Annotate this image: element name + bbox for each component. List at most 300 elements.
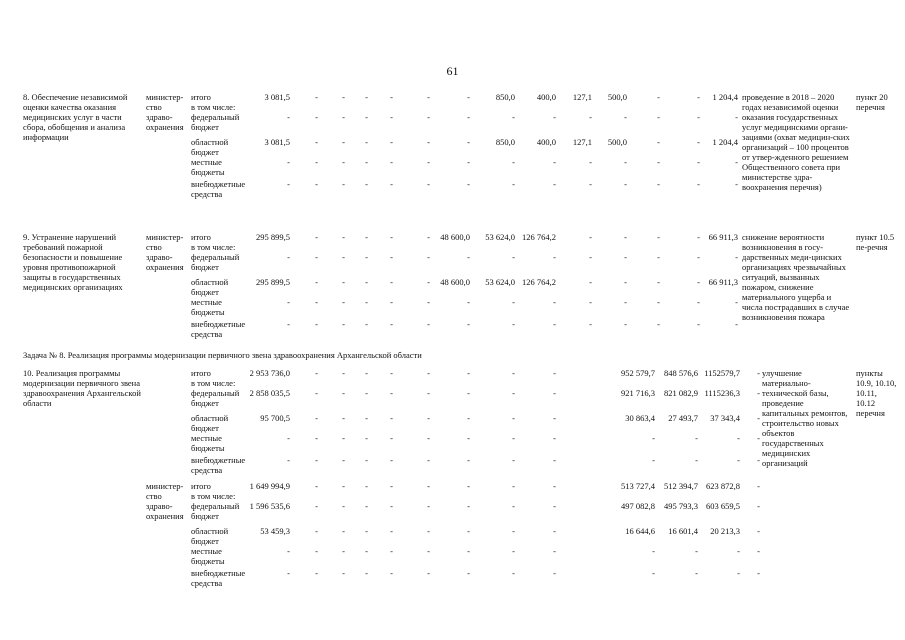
table-cell: - <box>342 112 345 122</box>
table-cell: - <box>365 137 368 147</box>
table-cell: - <box>757 433 760 443</box>
table-cell: - <box>657 297 660 307</box>
table-cell: - <box>512 368 515 378</box>
table-cell: - <box>427 526 430 536</box>
table-cell: - <box>553 413 556 423</box>
table-cell: - <box>757 388 760 398</box>
table-cell: - <box>512 433 515 443</box>
finance-source-label: итого <box>191 368 211 378</box>
table-cell: - <box>512 413 515 423</box>
table-cell: - <box>287 252 290 262</box>
table-cell: - <box>624 297 627 307</box>
table-cell: - <box>553 546 556 556</box>
table-cell: - <box>652 455 655 465</box>
table-cell: - <box>365 92 368 102</box>
table-cell: - <box>342 319 345 329</box>
table-cell: - <box>512 319 515 329</box>
table-cell: - <box>390 455 393 465</box>
table-cell: - <box>427 137 430 147</box>
table-cell: 512 394,7 <box>664 481 698 491</box>
table-cell: - <box>467 413 470 423</box>
table-cell: - <box>365 568 368 578</box>
table-cell: - <box>427 319 430 329</box>
finance-source-label: местные бюджеты <box>191 433 225 453</box>
table-cell: - <box>697 92 700 102</box>
table-cell: - <box>657 157 660 167</box>
table-cell: - <box>427 546 430 556</box>
table-cell: - <box>652 568 655 578</box>
finance-source-label: областной бюджет <box>191 413 229 433</box>
table-cell: 1 649 994,9 <box>249 481 290 491</box>
table-cell: - <box>427 92 430 102</box>
table-cell: - <box>695 455 698 465</box>
table-cell: 95 700,5 <box>260 413 290 423</box>
table-cell: - <box>553 157 556 167</box>
table-cell: - <box>365 252 368 262</box>
table-cell: - <box>427 277 430 287</box>
table-cell: - <box>287 157 290 167</box>
table-cell: - <box>315 433 318 443</box>
table-cell: - <box>315 526 318 536</box>
table-cell: 1 204,4 <box>712 137 738 147</box>
activity-name: 8. Обеспечение независимой оценки качества оказания медицинских услуг в части сбора, обобщения и анализа информации <box>23 92 128 142</box>
table-cell: - <box>624 252 627 262</box>
table-cell: - <box>342 546 345 556</box>
table-cell: - <box>390 319 393 329</box>
table-cell: - <box>315 252 318 262</box>
table-cell: - <box>427 112 430 122</box>
table-cell: - <box>553 501 556 511</box>
table-cell: 400,0 <box>536 92 556 102</box>
table-cell: - <box>467 481 470 491</box>
table-cell: 850,0 <box>495 137 515 147</box>
table-cell: - <box>757 413 760 423</box>
table-cell: - <box>342 179 345 189</box>
table-cell: - <box>315 319 318 329</box>
table-cell: 3 081,5 <box>264 137 290 147</box>
finance-source-label: федеральный бюджет <box>191 388 240 408</box>
table-cell: 48 600,0 <box>440 232 470 242</box>
table-cell: - <box>512 112 515 122</box>
table-cell: - <box>390 277 393 287</box>
table-cell: - <box>624 232 627 242</box>
table-cell: - <box>757 368 760 378</box>
table-cell: 30 863,4 <box>625 413 655 423</box>
table-cell: - <box>757 481 760 491</box>
table-cell: 127,1 <box>572 137 592 147</box>
table-cell: 16 644,6 <box>625 526 655 536</box>
table-cell: - <box>553 526 556 536</box>
table-cell: - <box>757 455 760 465</box>
activity-name: 10. Реализация программы модернизации первичного звена здравоохранения Архангельской области <box>23 368 141 408</box>
table-cell: - <box>624 179 627 189</box>
table-cell: - <box>697 252 700 262</box>
table-cell: - <box>512 455 515 465</box>
table-cell: - <box>553 455 556 465</box>
table-cell: - <box>467 501 470 511</box>
table-cell: - <box>427 179 430 189</box>
table-cell: - <box>553 252 556 262</box>
table-cell: - <box>512 157 515 167</box>
table-cell: 500,0 <box>607 92 627 102</box>
table-cell: - <box>624 277 627 287</box>
table-cell: - <box>553 481 556 491</box>
table-cell: - <box>657 112 660 122</box>
table-cell: - <box>467 92 470 102</box>
table-cell: - <box>553 297 556 307</box>
table-cell: - <box>512 501 515 511</box>
table-cell: - <box>697 112 700 122</box>
table-cell: - <box>657 179 660 189</box>
table-cell: - <box>512 297 515 307</box>
table-cell: - <box>427 501 430 511</box>
table-cell: - <box>315 112 318 122</box>
table-cell: - <box>697 277 700 287</box>
table-cell: 16 601,4 <box>668 526 698 536</box>
table-cell: 1152579,7 <box>704 368 740 378</box>
table-cell: - <box>657 252 660 262</box>
table-cell: - <box>553 368 556 378</box>
table-cell: - <box>737 568 740 578</box>
table-cell: 126 764,2 <box>522 232 556 242</box>
table-cell: - <box>287 455 290 465</box>
table-cell: 603 659,5 <box>706 501 740 511</box>
table-cell: - <box>390 112 393 122</box>
table-cell: - <box>365 455 368 465</box>
table-cell: - <box>342 501 345 511</box>
table-cell: - <box>390 433 393 443</box>
table-cell: - <box>342 526 345 536</box>
reference-point: пункт 20 перечня <box>856 92 888 112</box>
expected-result: улучшение материально-технической базы, проведение капитальных ремонтов, строительство новых объектов государственных медицинских организаций <box>762 368 848 468</box>
table-cell: - <box>467 252 470 262</box>
table-cell: - <box>512 388 515 398</box>
table-cell: - <box>657 277 660 287</box>
table-cell: - <box>467 319 470 329</box>
table-cell: - <box>757 501 760 511</box>
table-cell: - <box>365 481 368 491</box>
table-cell: - <box>315 137 318 147</box>
table-cell: - <box>467 433 470 443</box>
table-cell: - <box>512 568 515 578</box>
table-cell: - <box>427 252 430 262</box>
table-cell: 127,1 <box>572 92 592 102</box>
table-cell: - <box>365 501 368 511</box>
table-cell: - <box>624 112 627 122</box>
table-cell: - <box>657 232 660 242</box>
table-cell: - <box>287 112 290 122</box>
finance-source-label: итого <box>191 92 211 102</box>
finance-source-label: областной бюджет <box>191 277 229 297</box>
table-cell: - <box>315 232 318 242</box>
table-cell: - <box>695 568 698 578</box>
table-cell: - <box>390 568 393 578</box>
reference-point: пункт 10.5 пе-речня <box>856 232 895 252</box>
table-cell: - <box>390 297 393 307</box>
table-cell: 921 716,3 <box>621 388 655 398</box>
finance-source-label: внебюджетные средства <box>191 568 246 588</box>
table-cell: - <box>342 368 345 378</box>
table-cell: 48 600,0 <box>440 277 470 287</box>
table-cell: - <box>553 319 556 329</box>
task-heading: Задача № 8. Реализация программы модернизации первичного звена здравоохранения Архангельской области <box>23 350 422 360</box>
table-cell: 66 911,3 <box>708 277 738 287</box>
table-cell: 848 576,6 <box>664 368 698 378</box>
table-cell: - <box>342 568 345 578</box>
finance-source-label: в том числе: <box>191 102 236 112</box>
table-cell: - <box>697 137 700 147</box>
finance-source-label: в том числе: <box>191 242 236 252</box>
finance-source-label: местные бюджеты <box>191 157 225 177</box>
table-cell: - <box>512 546 515 556</box>
table-cell: 497 082,8 <box>621 501 655 511</box>
finance-source-label: областной бюджет <box>191 526 229 546</box>
table-cell: - <box>735 252 738 262</box>
table-cell: - <box>589 179 592 189</box>
table-cell: - <box>342 481 345 491</box>
table-cell: - <box>287 433 290 443</box>
table-cell: - <box>390 179 393 189</box>
table-cell: - <box>315 368 318 378</box>
table-cell: - <box>427 455 430 465</box>
table-cell: - <box>553 568 556 578</box>
table-cell: 400,0 <box>536 137 556 147</box>
table-cell: - <box>342 277 345 287</box>
table-cell: - <box>467 526 470 536</box>
table-cell: - <box>427 413 430 423</box>
table-cell: - <box>342 455 345 465</box>
table-cell: 821 082,9 <box>664 388 698 398</box>
table-cell: - <box>390 413 393 423</box>
table-cell: - <box>735 157 738 167</box>
table-cell: 513 727,4 <box>621 481 655 491</box>
table-cell: - <box>467 179 470 189</box>
table-cell: - <box>757 568 760 578</box>
finance-source-label: федеральный бюджет <box>191 252 240 272</box>
table-cell: 2 858 035,5 <box>249 388 290 398</box>
table-cell: - <box>553 433 556 443</box>
table-cell: - <box>427 433 430 443</box>
finance-source-label: итого <box>191 481 211 491</box>
table-cell: - <box>390 157 393 167</box>
table-cell: 66 911,3 <box>708 232 738 242</box>
table-cell: - <box>589 277 592 287</box>
table-cell: 126 764,2 <box>522 277 556 287</box>
table-cell: - <box>365 232 368 242</box>
table-cell: - <box>342 433 345 443</box>
table-cell: - <box>427 297 430 307</box>
table-cell: 1115236,3 <box>704 388 740 398</box>
table-cell: - <box>342 137 345 147</box>
table-cell: - <box>427 568 430 578</box>
table-cell: - <box>589 157 592 167</box>
table-cell: - <box>737 546 740 556</box>
responsible-org: министер-ство здраво-охранения <box>146 92 184 132</box>
table-cell: - <box>315 297 318 307</box>
table-cell: 495 793,3 <box>664 501 698 511</box>
table-cell: 53 624,0 <box>485 232 515 242</box>
table-cell: - <box>757 526 760 536</box>
table-cell: - <box>315 568 318 578</box>
responsible-org: министер-ство здраво-охранения <box>146 481 184 521</box>
table-cell: - <box>315 388 318 398</box>
table-cell: - <box>553 388 556 398</box>
table-cell: 850,0 <box>495 92 515 102</box>
table-cell: - <box>657 137 660 147</box>
table-cell: - <box>737 433 740 443</box>
table-cell: - <box>467 455 470 465</box>
finance-source-label: внебюджетные средства <box>191 455 246 475</box>
table-cell: - <box>390 526 393 536</box>
table-cell: - <box>467 137 470 147</box>
finance-source-label: в том числе: <box>191 378 236 388</box>
table-cell: - <box>427 157 430 167</box>
table-cell: - <box>427 388 430 398</box>
table-cell: - <box>342 388 345 398</box>
table-cell: - <box>589 112 592 122</box>
finance-source-label: внебюджетные средства <box>191 319 246 339</box>
table-cell: - <box>342 252 345 262</box>
table-cell: - <box>697 297 700 307</box>
table-cell: - <box>365 546 368 556</box>
table-cell: - <box>315 92 318 102</box>
table-cell: - <box>365 297 368 307</box>
table-cell: - <box>342 232 345 242</box>
responsible-org: министер-ство здраво-охранения <box>146 232 184 272</box>
table-cell: - <box>315 413 318 423</box>
finance-source-label: в том числе: <box>191 491 236 501</box>
table-cell: - <box>652 433 655 443</box>
table-cell: - <box>390 232 393 242</box>
table-cell: - <box>365 112 368 122</box>
table-cell: - <box>553 179 556 189</box>
table-cell: - <box>697 157 700 167</box>
table-cell: - <box>390 388 393 398</box>
table-cell: 623 872,8 <box>706 481 740 491</box>
table-cell: - <box>735 297 738 307</box>
table-cell: - <box>390 137 393 147</box>
table-cell: - <box>315 481 318 491</box>
table-cell: - <box>342 297 345 307</box>
table-cell: - <box>735 179 738 189</box>
table-cell: 20 213,3 <box>710 526 740 536</box>
table-cell: - <box>315 277 318 287</box>
table-cell: 53 624,0 <box>485 277 515 287</box>
table-cell: - <box>737 455 740 465</box>
table-cell: - <box>467 568 470 578</box>
finance-source-label: внебюджетные средства <box>191 179 246 199</box>
table-cell: 295 899,5 <box>256 232 290 242</box>
finance-source-label: местные бюджеты <box>191 297 225 317</box>
finance-source-label: федеральный бюджет <box>191 112 240 132</box>
table-cell: 1 596 535,6 <box>249 501 290 511</box>
table-cell: - <box>315 179 318 189</box>
table-cell: - <box>390 501 393 511</box>
table-cell: - <box>287 297 290 307</box>
table-cell: - <box>427 368 430 378</box>
table-cell: 2 953 736,0 <box>249 368 290 378</box>
finance-source-label: федеральный бюджет <box>191 501 240 521</box>
table-cell: 500,0 <box>607 137 627 147</box>
table-cell: - <box>342 413 345 423</box>
table-cell: - <box>589 297 592 307</box>
table-cell: - <box>365 319 368 329</box>
table-cell: - <box>512 252 515 262</box>
table-cell: - <box>657 319 660 329</box>
table-cell: - <box>697 232 700 242</box>
table-cell: 1 204,4 <box>712 92 738 102</box>
table-cell: - <box>390 546 393 556</box>
table-cell: 27 493,7 <box>668 413 698 423</box>
table-cell: - <box>467 388 470 398</box>
table-cell: - <box>512 179 515 189</box>
table-cell: - <box>467 297 470 307</box>
table-cell: - <box>365 368 368 378</box>
table-cell: - <box>315 455 318 465</box>
table-cell: - <box>287 179 290 189</box>
table-cell: - <box>697 179 700 189</box>
table-cell: - <box>287 568 290 578</box>
table-cell: - <box>315 501 318 511</box>
table-cell: - <box>315 546 318 556</box>
table-cell: - <box>342 157 345 167</box>
table-cell: - <box>365 277 368 287</box>
table-cell: - <box>390 481 393 491</box>
table-cell: - <box>390 368 393 378</box>
expected-result: снижение вероятности возникновения в госу-дарственных меди-цинских организациях чрезвычайных ситуаций, вызванных пожаром, снижение материального ущерба и числа пострадавших в случае возникновения пожара <box>742 232 850 322</box>
table-cell: - <box>589 232 592 242</box>
table-cell: - <box>365 433 368 443</box>
table-cell: - <box>390 252 393 262</box>
table-cell: - <box>365 526 368 536</box>
activity-name: 9. Устранение нарушений требований пожарной безопасности и повышение уровня противопожарной защиты в государственных медицинских организациях <box>23 232 123 292</box>
finance-source-label: областной бюджет <box>191 137 229 157</box>
reference-point: пункты 10.9, 10.10, 10.11, 10.12 перечня <box>856 368 897 418</box>
finance-source-label: местные бюджеты <box>191 546 225 566</box>
table-cell: - <box>624 319 627 329</box>
table-cell: - <box>315 157 318 167</box>
table-cell: - <box>467 546 470 556</box>
table-cell: 952 579,7 <box>621 368 655 378</box>
table-cell: - <box>427 232 430 242</box>
table-cell: - <box>697 319 700 329</box>
expected-result: проведение в 2018 – 2020 годах независимой оценки оказания государственных услуг медицинскими органи-зациями (охват медицин-ских организаций – 100 процентов от утвер-жденного решением Общественного совета при министерстве здра-воохранения перечня) <box>742 92 850 192</box>
table-cell: - <box>467 157 470 167</box>
table-cell: 53 459,3 <box>260 526 290 536</box>
table-cell: - <box>287 319 290 329</box>
table-cell: - <box>365 413 368 423</box>
table-cell: 37 343,4 <box>710 413 740 423</box>
table-cell: - <box>342 92 345 102</box>
table-cell: - <box>735 112 738 122</box>
table-cell: - <box>652 546 655 556</box>
table-cell: - <box>467 112 470 122</box>
table-cell: - <box>695 546 698 556</box>
table-cell: - <box>390 92 393 102</box>
table-cell: - <box>695 433 698 443</box>
table-cell: - <box>657 92 660 102</box>
table-cell: 3 081,5 <box>264 92 290 102</box>
page-number: 61 <box>446 64 459 78</box>
table-cell: - <box>427 481 430 491</box>
table-cell: 295 899,5 <box>256 277 290 287</box>
table-cell: - <box>589 252 592 262</box>
table-cell: - <box>365 179 368 189</box>
table-cell: - <box>553 112 556 122</box>
finance-source-label: итого <box>191 232 211 242</box>
table-cell: - <box>512 481 515 491</box>
table-cell: - <box>735 319 738 329</box>
